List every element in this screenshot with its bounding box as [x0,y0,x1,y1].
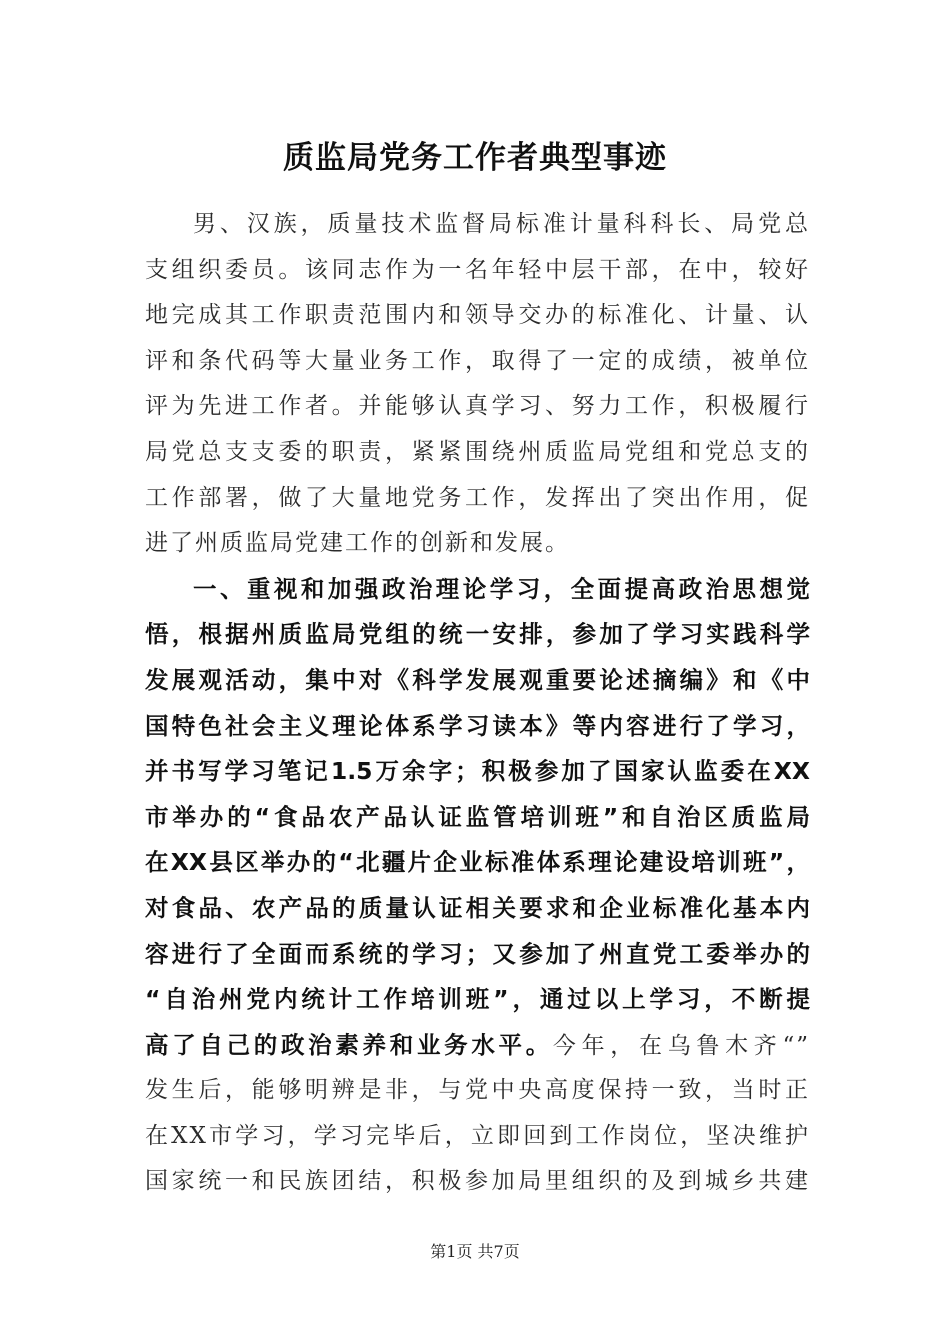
page-footer: 第1页 共7页 [430,1242,520,1261]
paragraph-line-mixed [145,1023,810,1069]
paragraph-line: 局党总支支委的职责，紧紧围绕州质监局党组和党总支的 [145,438,810,465]
document-body [145,202,810,1205]
paragraph-line-bold: 并书写学习笔记1.5万余字；积极参加了国家认监委在XX [145,757,810,786]
paragraph-line-bold: “自治州党内统计工作培训班”，通过以上学习，不断提 [145,985,810,1014]
paragraph-line-bold: 国特色社会主义理论体系学习读本》等内容进行了学习， [145,711,810,740]
paragraph-line-bold: 悟，根据州质监局党组的统一安排，参加了学习实践科学 [145,620,810,649]
paragraph-line: 支组织委员。该同志作为一名年轻中层干部，在中，较好 [145,256,810,283]
paragraph-line-bold: 在XX县区举办的“北疆片企业标准体系理论建设培训班”， [145,848,810,877]
paragraph-line: 在XX市学习，学习完毕后，立即回到工作岗位，坚决维护 [145,1122,810,1149]
paragraph-line: 发生后，能够明辨是非，与党中央高度保持一致，当时正 [145,1077,810,1104]
paragraph-line: 评和条代码等大量业务工作，取得了一定的成绩，被单位 [145,347,810,374]
light-segment: 今年，在乌鲁木齐“” [552,1032,810,1059]
bold-segment: 高了自己的政治素养和业务水平。 [145,1030,553,1059]
paragraph-line-bold: 容进行了全面而系统的学习；又参加了州直党工委举办的 [145,939,810,968]
paragraph-line: 进了州质监局党建工作的创新和发展。 [145,530,570,557]
paragraph-line: 工作部署，做了大量地党务工作，发挥出了突出作用，促 [145,484,810,511]
paragraph-line-bold: 一、重视和加强政治理论学习，全面提高政治思想觉 [193,574,810,603]
paragraph-line: 国家统一和民族团结，积极参加局里组织的及到城乡共建 [145,1168,810,1195]
paragraph-line: 地完成其工作职责范围内和领导交办的标准化、计量、认 [145,302,810,329]
paragraph-line-bold: 发展观活动，集中对《科学发展观重要论述摘编》和《中 [145,665,810,694]
paragraph-line-bold: 市举办的“食品农产品认证监管培训班”和自治区质监局 [145,802,810,831]
paragraph-line: 评为先进工作者。并能够认真学习、努力工作，积极履行 [145,393,810,420]
paragraph-line: 男、汉族，质量技术监督局标准计量科科长、局党总 [193,211,810,237]
document-title: 质监局党务工作者典型事迹 [283,140,667,176]
paragraph-line-bold: 对食品、农产品的质量认证相关要求和企业标准化基本内 [145,893,810,922]
